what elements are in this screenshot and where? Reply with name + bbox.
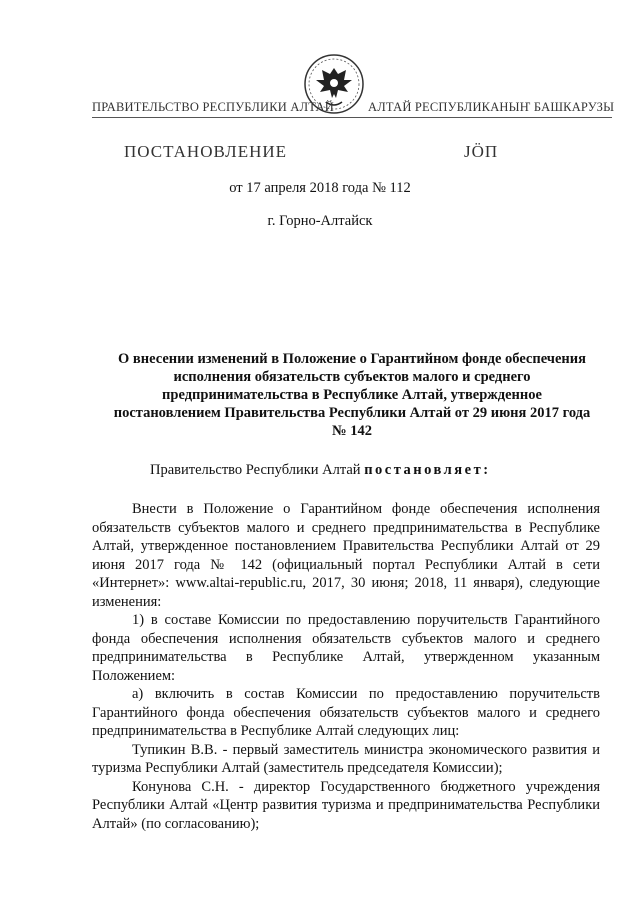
intro-prefix: Правительство Республики Алтай [150, 462, 365, 478]
document-body [92, 500, 600, 833]
paragraph: 1) в составе Комиссии по предоставлению поручительств Гарантийного фонда обеспечения исполнения обязательств субъектов малого и среднего предпринимательства в Республике Алтай, утвержденном указанным Положением: [92, 612, 600, 684]
paragraph: а) включить в состав Комиссии по предоставлению поручительств Гарантийного фонда обеспечения обязательств субъектов малого и среднего предпринимательства в Республике Алтай следующих лиц: [92, 686, 600, 739]
date-line: от 17 апреля 2018 года № 112 [229, 180, 411, 196]
doc-type-alt: JӦП [464, 142, 499, 161]
header-government-name-ru: ПРАВИТЕЛЬСТВО РЕСПУБЛИКИ АЛТАЙ [92, 100, 334, 114]
paragraph: Внести в Положение о Гарантийном фонде обеспечения исполнения обязательств субъектов малого и среднего предпринимательства в Республике Алтай, утвержденное постановлением Правительства Республики Алтай от 29 июня 2017 года № 142 (официальный портал Республики Алтай в сети «Интернет»: www.altai-republic.ru, 2017, 30 июня; 2018, 11 января), следующие изменения: [92, 501, 600, 610]
title-line: предпринимательства в Республике Алтай, утвержденное [162, 387, 542, 403]
doc-type-ru: ПОСТАНОВЛЕНИЕ [124, 142, 288, 161]
title-line: постановлением Правительства Республики Алтай от 29 июня 2017 года [113, 405, 591, 421]
intro-line [150, 462, 491, 479]
header-government-name-alt: АЛТАЙ РЕСПУБЛИКАНЫҤ БАШКАРУЗЫ [368, 100, 615, 114]
paragraph: Тупикин В.В. - первый заместитель министра экономического развития и туризма Республики Алтай (заместитель председателя Комиссии); [92, 741, 600, 776]
intro-verb: постановляет: [364, 462, 491, 478]
document-title [92, 350, 612, 440]
title-line: исполнения обязательств субъектов малого и среднего [173, 369, 531, 385]
city-line: г. Горно-Алтайск [267, 213, 373, 229]
title-line: О внесении изменений в Положение о Гарантийном фонде обеспечения [118, 351, 586, 367]
paragraph: Конунова С.Н. - директор Государственного бюджетного учреждения Республики Алтай «Центр развития туризма и предпринимательства Республики Алтай» (по согласованию); [92, 778, 600, 832]
title-line: № 142 [332, 423, 372, 439]
header-divider [92, 117, 612, 118]
